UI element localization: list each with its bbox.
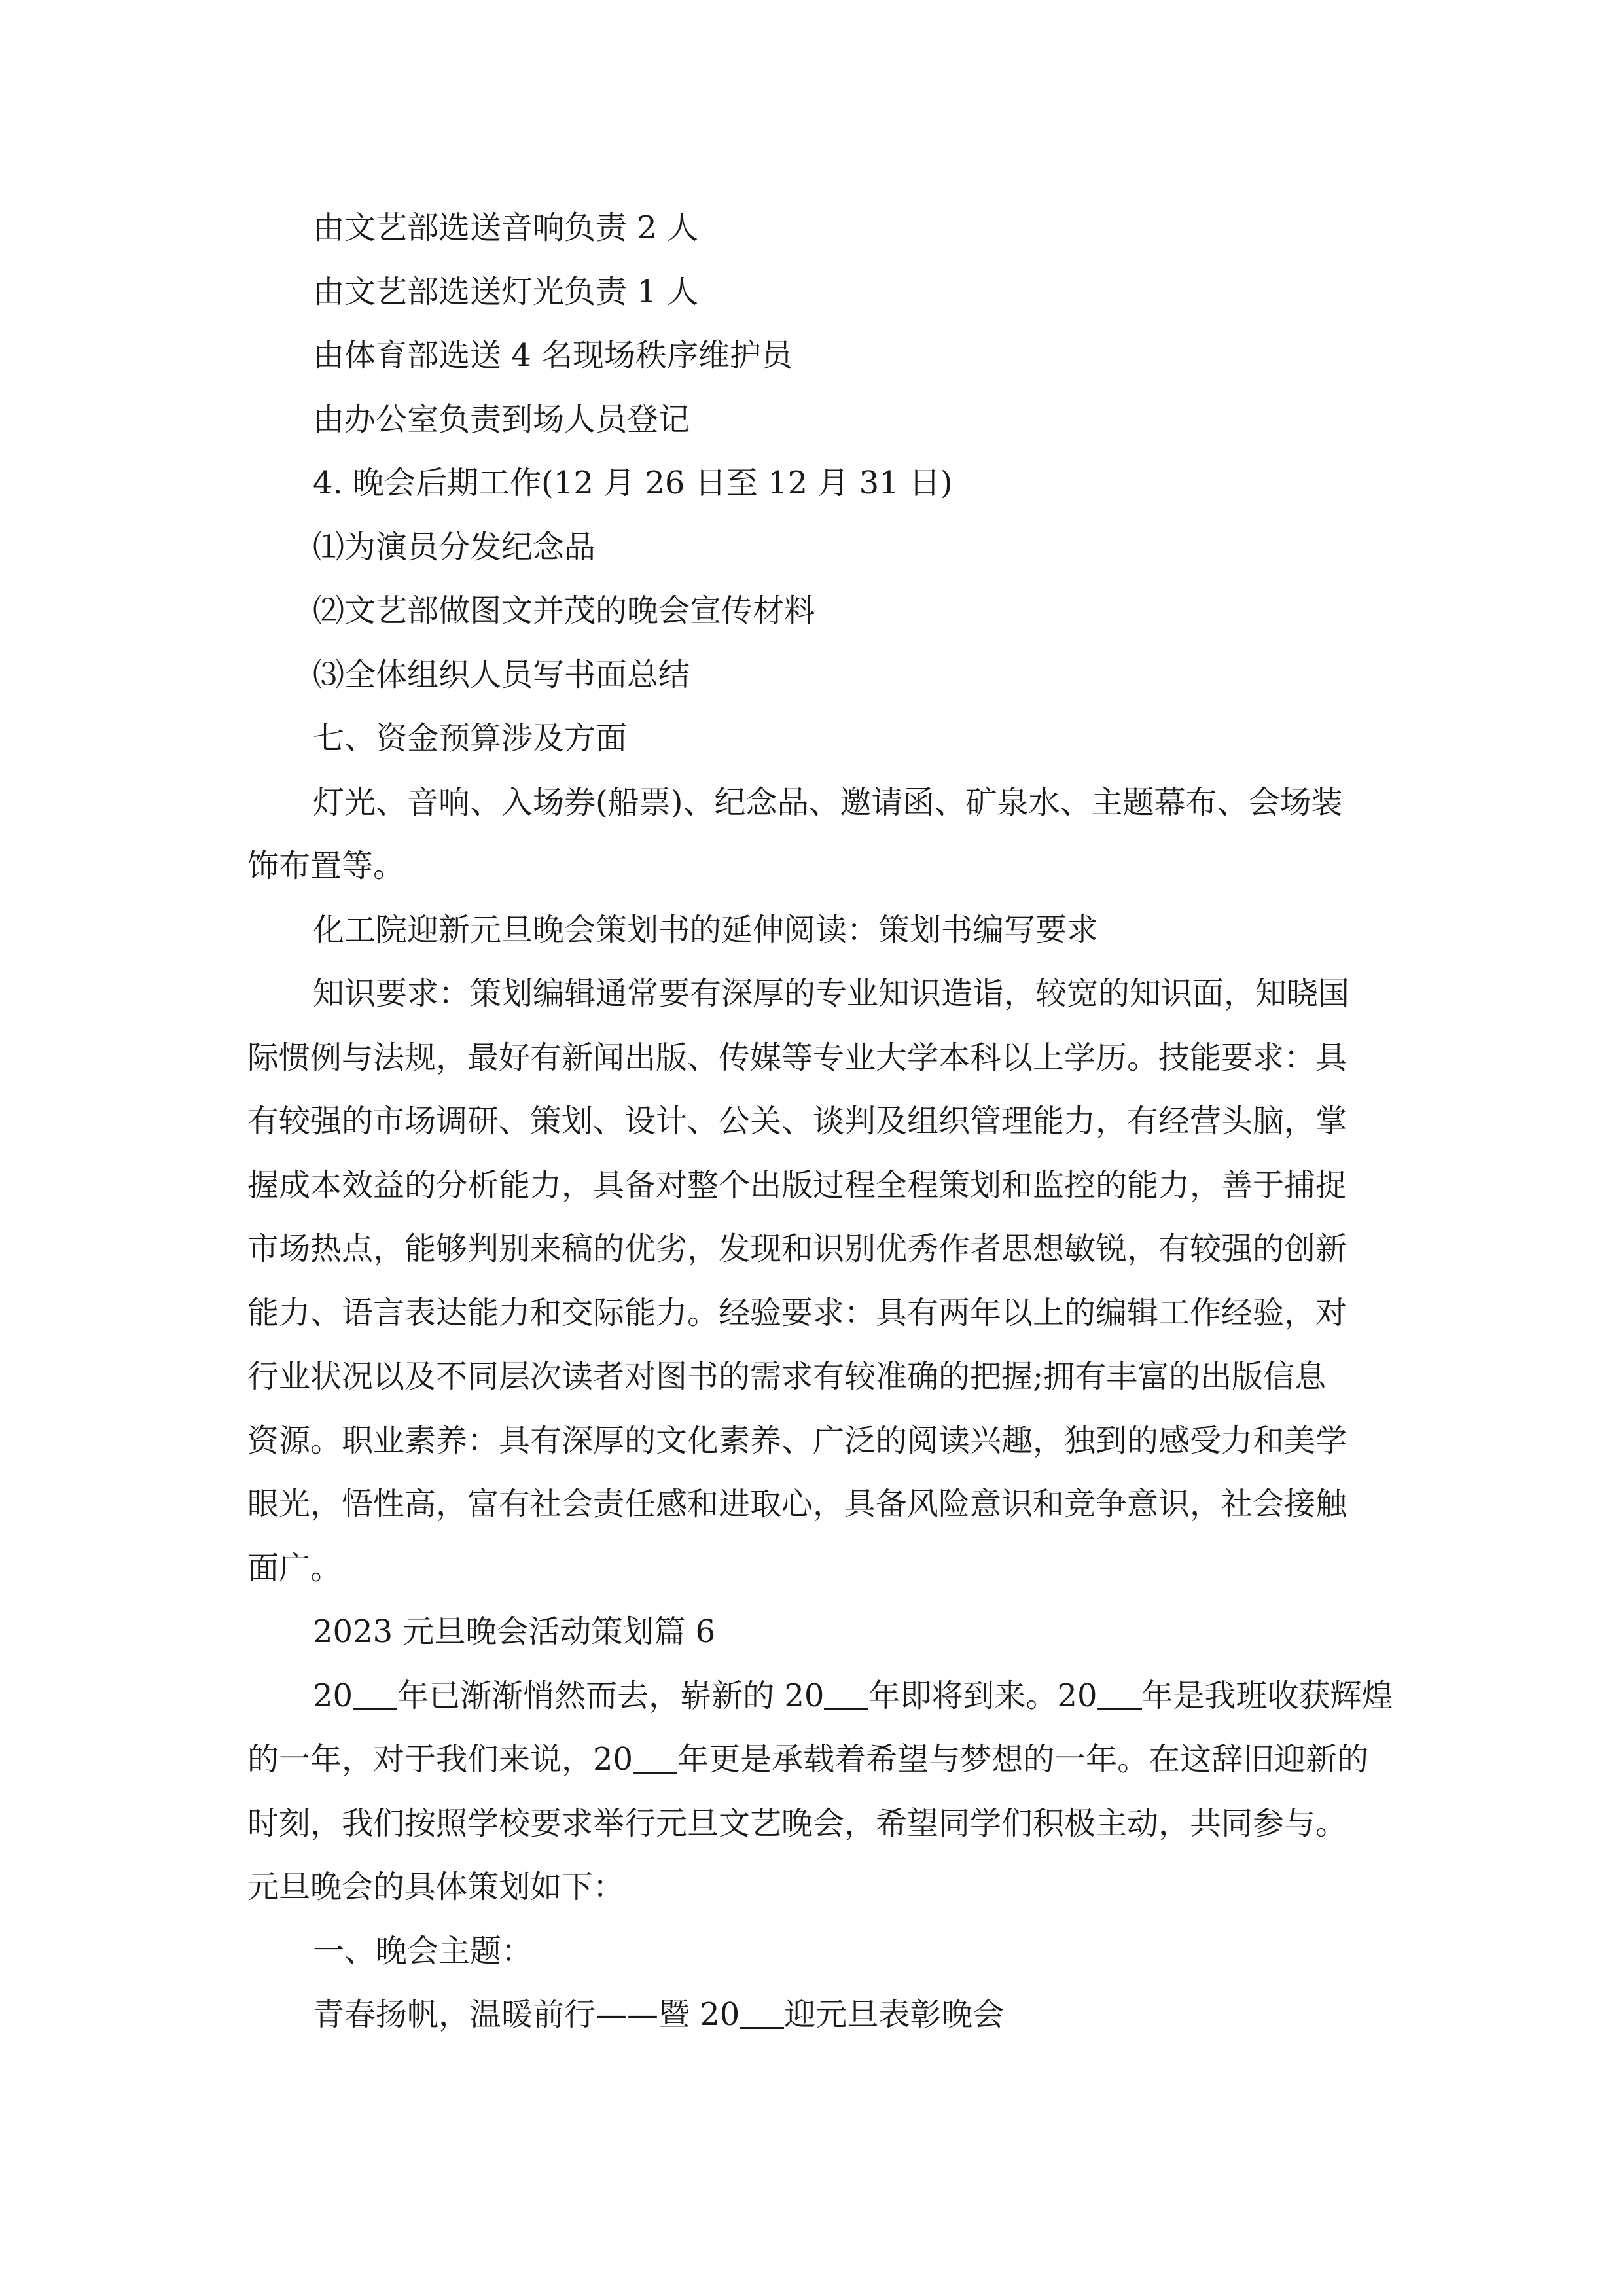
- text-line: 有较强的市场调研、策划、设计、公关、谈判及组织管理能力，有经营头脑，掌: [247, 1103, 1347, 1139]
- text-segment: 年已渐渐悄然而去，崭新的 20: [397, 1677, 825, 1714]
- text-line: 4. 晚会后期工作(12 月 26 日至 12 月 31 日): [313, 465, 953, 501]
- blank-underline: [824, 1682, 868, 1710]
- text-line: 资源。职业素养：具有深厚的文化素养、广泛的阅读兴趣，独到的感受力和美学: [247, 1422, 1347, 1459]
- text-line: 能力、语言表达能力和交际能力。经验要求：具有两年以上的编辑工作经验，对: [247, 1295, 1347, 1331]
- text-line: 时刻，我们按照学校要求举行元旦文艺晚会，希望同学们积极主动，共同参与。: [247, 1805, 1347, 1842]
- text-line: 由文艺部选送灯光负责 1 人: [313, 274, 699, 310]
- text-line: 行业状况以及不同层次读者对图书的需求有较准确的把握;拥有丰富的出版信息: [247, 1358, 1327, 1395]
- text-line: 由办公室负责到场人员登记: [313, 401, 690, 438]
- section-heading: 七、资金预算涉及方面: [313, 720, 628, 757]
- blank-underline: [353, 1682, 397, 1710]
- text-line: 由体育部选送 4 名现场秩序维护员: [313, 337, 793, 374]
- text-line: 知识要求：策划编辑通常要有深厚的专业知识造诣，较宽的知识面，知晓国: [313, 975, 1350, 1012]
- text-segment: 年更是承载着希望与梦想的一年。在这辞旧迎新的: [677, 1741, 1369, 1778]
- text-line: 灯光、音响、入场券(船票)、纪念品、邀请函、矿泉水、主题幕布、会场装: [313, 784, 1343, 821]
- text-segment: 年是我班收获辉煌: [1141, 1677, 1393, 1714]
- text-line: 元旦晚会的具体策划如下：: [247, 1869, 625, 1905]
- text-line: 面广。: [247, 1550, 342, 1587]
- article-heading: 2023 元旦晚会活动策划篇 6: [313, 1613, 716, 1650]
- text-line: [247, 1740, 1368, 1779]
- blank-underline: [633, 1746, 677, 1774]
- text-segment: 迎元旦表彰晚会: [784, 1996, 1005, 2033]
- text-line: 际惯例与法规，最好有新闻出版、传媒等专业大学本科以上学历。技能要求：具: [247, 1039, 1347, 1076]
- text-line: 化工院迎新元旦晚会策划书的延伸阅读：策划书编写要求: [313, 912, 1099, 948]
- blank-underline: [1097, 1682, 1142, 1710]
- text-segment: 的一年，对于我们来说，20: [247, 1741, 633, 1778]
- text-line: ⑴为演员分发纪念品: [313, 529, 596, 565]
- text-line: 由文艺部选送音响负责 2 人: [313, 209, 699, 246]
- blank-underline: [740, 2001, 784, 2029]
- text-line: [313, 1995, 1004, 2034]
- text-segment: 青春扬帆，温暖前行——暨 20: [313, 1996, 740, 2033]
- text-line: [313, 1676, 1393, 1715]
- section-heading: 一、晚会主题：: [313, 1933, 533, 1969]
- text-line: 握成本效益的分析能力，具备对整个出版过程全程策划和监控的能力，善于捕捉: [247, 1167, 1347, 1204]
- text-line: 饰布置等。: [247, 848, 405, 884]
- text-line: ⑵文艺部做图文并茂的晚会宣传材料: [313, 592, 816, 629]
- text-line: ⑶全体组织人员写书面总结: [313, 656, 690, 693]
- text-segment: 年即将到来。20: [868, 1677, 1097, 1714]
- text-line: 眼光，悟性高，富有社会责任感和进取心，具备风险意识和竞争意识，社会接触: [247, 1486, 1347, 1522]
- text-line: 市场热点，能够判别来稿的优劣，发现和识别优秀作者思想敏锐，有较强的创新: [247, 1230, 1347, 1267]
- text-segment: 20: [313, 1677, 353, 1714]
